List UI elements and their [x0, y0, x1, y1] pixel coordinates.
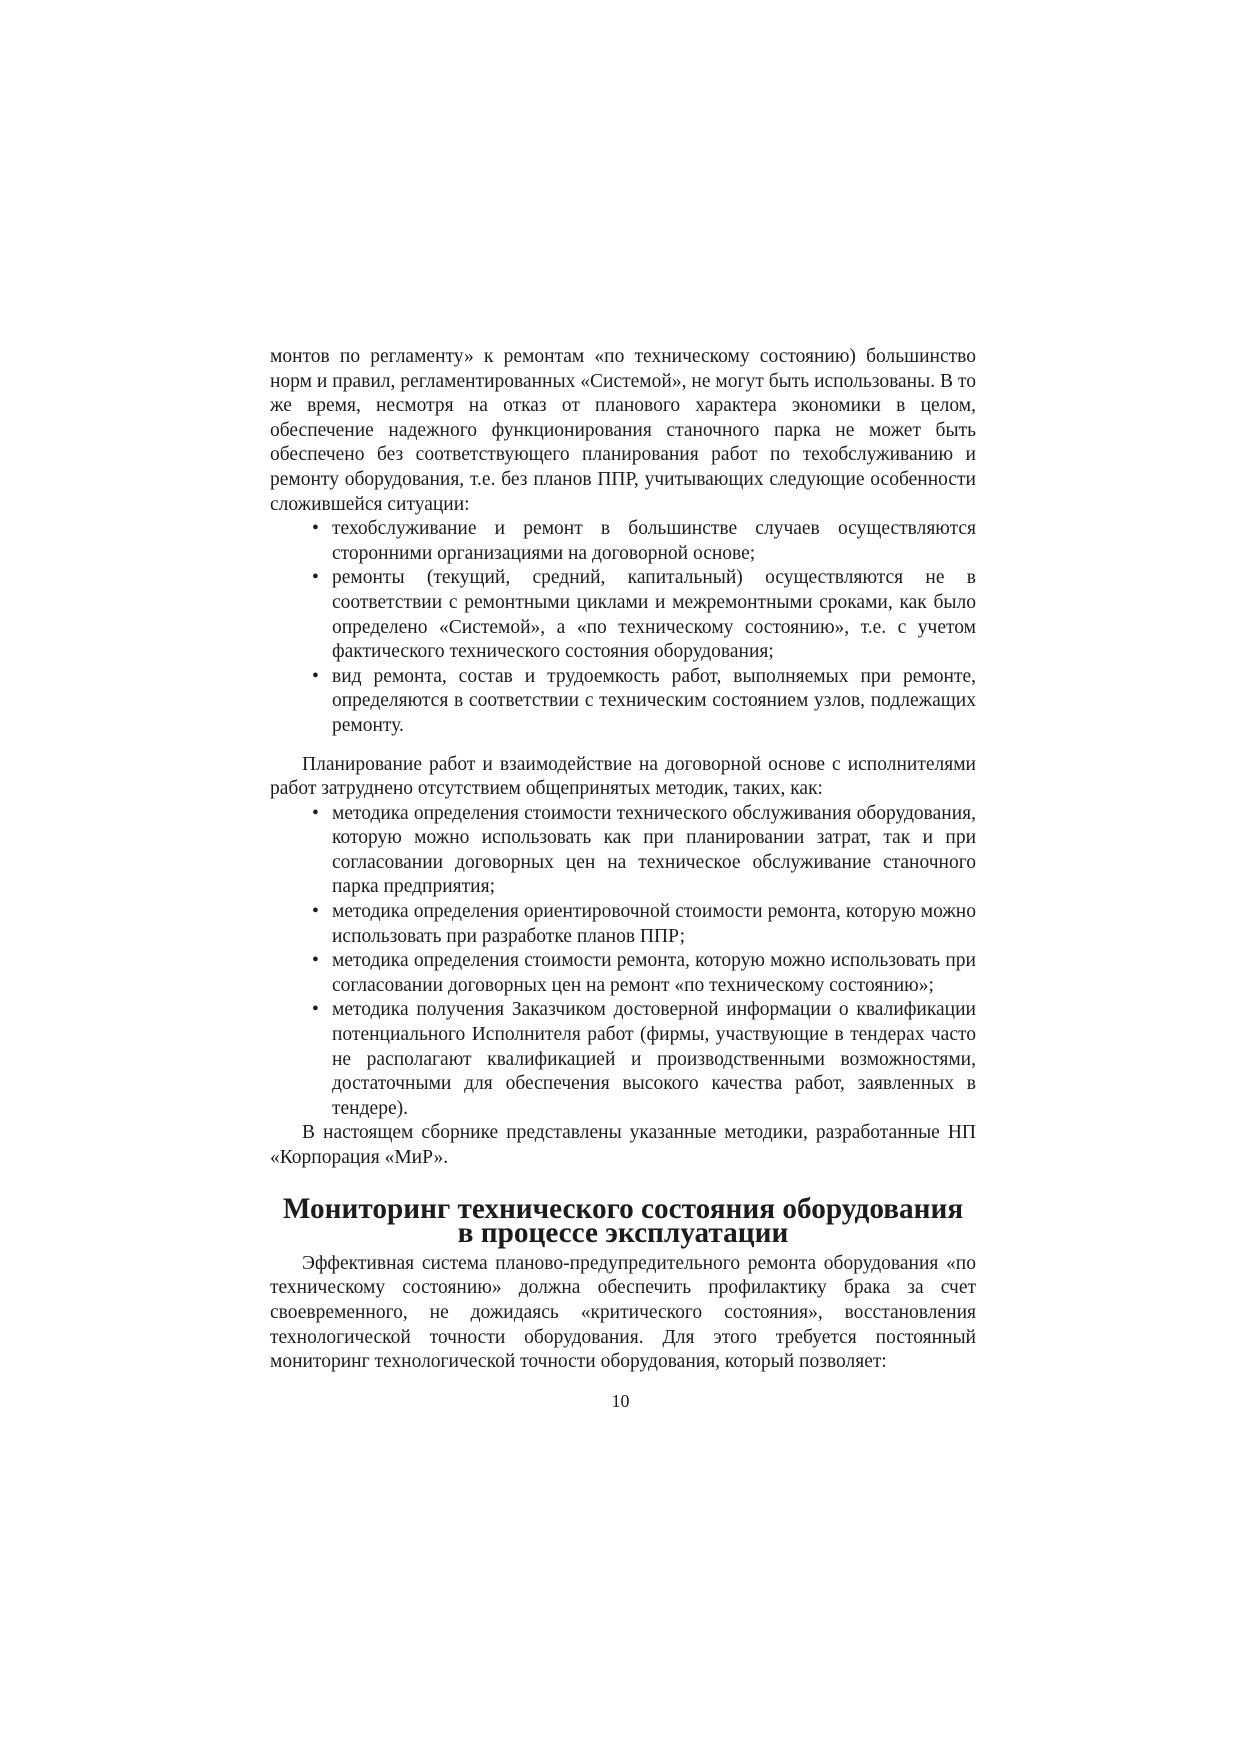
spacer — [270, 739, 976, 753]
list-item: • методика определения стоимости технического обслуживания оборудования, которую можно использовать как при планировании затрат, так и при согласовании договорных цен на техническое обслуживание станочного парка предприятия; — [270, 802, 976, 900]
list-item: • методика определения ориентировочной стоимости ремонта, которую можно использовать при разработке планов ППР; — [270, 900, 976, 949]
page-body — [270, 345, 976, 1375]
intro-paragraph: монтов по регламенту» к ремонтам «по техническому состоянию) большинство норм и правил, регламентированных «Системой», не могут быть использованы. В то же время, несмотря на отказ от планового характера экономики в целом, обеспечение надежного функционирования станочного парка не может быть обеспечено без соответствующего планирования работ по техобслуживанию и ремонту оборудования, т.е. без планов ППР, учитывающих следующие особенности сложившейся ситуации: — [270, 346, 976, 515]
list-item: • методика получения Заказчиком достоверной информации о квалификации потенциального Исполнителя работ (фирмы, участвующие в тендерах часто не располагают квалификацией и производственными возможностями, достаточными для обеспечения высокого качества работ, заявленных в тендере). — [270, 998, 976, 1121]
section-heading — [270, 1192, 976, 1250]
page-number: 10 — [611, 1391, 630, 1411]
section-heading-line-2: в процессе эксплуатации — [457, 1217, 789, 1250]
list-item: • методика определения стоимости ремонта, которую можно использовать при согласовании договорных цен на ремонт «по техническому состоянию»; — [270, 949, 976, 998]
planning-paragraph: Планирование работ и взаимодействие на договорной основе с исполнителями работ затруднено отсутствием общепринятых методик, таких, как: — [270, 753, 976, 800]
section-paragraph: Эффективная система планово-предупредительного ремонта оборудования «по техническому состоянию» должна обеспечить профилактику брака за счет своевременного, не дожидаясь «критического состояния», восстановления технологической точности оборудования. Для этого требуется постоянный мониторинг технологической точности оборудования, который позволяет: — [270, 1252, 976, 1373]
list-item: • вид ремонта, состав и трудоемкость работ, выполняемых при ремонте, определяются в соответствии с техническим состоянием узлов, подлежащих ремонту. — [270, 665, 976, 739]
list-item: • техобслуживание и ремонт в большинстве случаев осуществляются сторонними организациями на договорной основе; — [270, 517, 976, 566]
list-item: • ремонты (текущий, средний, капитальный) осуществляются не в соответствии с ремонтными циклами и межремонтными сроками, как было определено «Системой», а «по техническому состоянию», т.е. с учетом фактического технического состояния оборудования; — [270, 566, 976, 664]
situation-features-list — [270, 517, 976, 738]
collection-paragraph: В настоящем сборнике представлены указанные методики, разработанные НП «Корпорация «МиР». — [270, 1122, 976, 1168]
methods-list — [270, 802, 976, 1122]
section-heading-line-1: Мониторинг технического состояния оборудования — [282, 1192, 964, 1225]
